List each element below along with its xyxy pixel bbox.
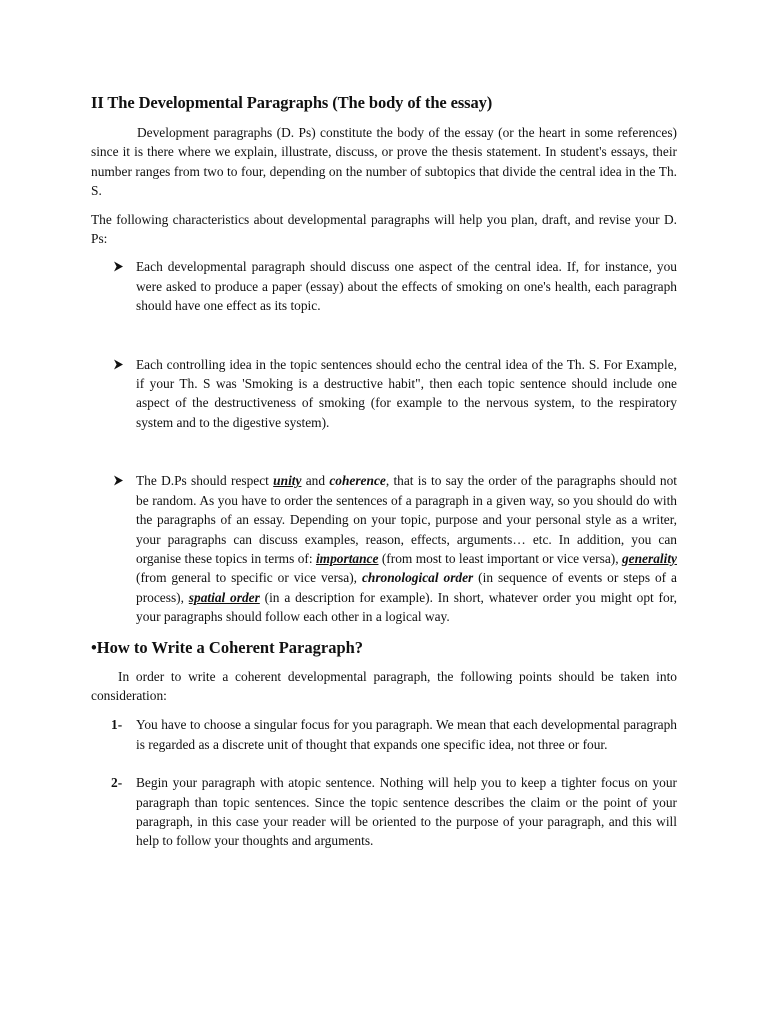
arrowhead-bullet-icon xyxy=(113,355,127,374)
characteristics-list xyxy=(91,257,677,626)
list-number: 2- xyxy=(111,775,123,791)
arrowhead-bullet-icon xyxy=(113,257,127,276)
term-chronological-order: chronological order xyxy=(361,570,474,586)
numbered-text: You have to choose a singular focus for you paragraph. We mean that each developmental paragraph is regarded as a discrete unit of thought that expands one specific idea, not three or four. xyxy=(136,717,677,752)
text-run: (from general to specific or vice versa), xyxy=(136,570,362,586)
section-title: II The Developmental Paragraphs (The body of the essay) xyxy=(91,93,493,112)
list-item xyxy=(91,715,677,754)
text-run: , that is to say the order of the paragraphs should not be random. As you have to order the sentences of a paragraph in a given way, so you should do with the paragraphs of an essay. Depending on your topic, purpose and your personal style as a writer, your paragraphs can discuss examples, reason, effects, arguments… etc. In addition, you can organise these topics in terms of: xyxy=(136,473,678,566)
coherent-paragraph-title: •How to Write a Coherent Paragraph? xyxy=(91,637,364,657)
text-run: The D.Ps should respect xyxy=(136,473,274,489)
coherent-points-list xyxy=(91,715,677,850)
coherent-intro: In order to write a coherent developmental paragraph, the following points should be taken into consideration: xyxy=(91,668,677,703)
document-content xyxy=(91,92,677,851)
intro-paragraph: Development paragraphs (D. Ps) constitute the body of the essay (or the heart in some references) since it is there where we explain, illustrate, discuss, or prove the thesis statement. In student's essays, their number ranges from two to four, depending on the number of subtopics that divide the central idea in the Th. S. xyxy=(91,125,677,199)
list-item xyxy=(91,257,677,315)
list-item xyxy=(91,471,677,626)
term-unity: unity xyxy=(273,473,302,489)
text-run: and xyxy=(301,473,330,489)
bullet-text xyxy=(136,473,677,624)
term-spatial-order: spatial order xyxy=(188,589,260,605)
term-generality: generality xyxy=(621,550,677,566)
list-item xyxy=(91,773,677,851)
numbered-text: Begin your paragraph with atopic sentence. Nothing will help you to keep a tighter focus on your paragraph than topic sentences. Since the topic sentence describes the claim or the point of your paragraph, in this case your reader will be oriented to the purpose of your paragraph, and this will help to follow your thoughts and arguments. xyxy=(136,775,677,849)
term-coherence: coherence xyxy=(329,473,386,489)
list-item xyxy=(91,355,677,433)
bullet-text: Each developmental paragraph should discuss one aspect of the central idea. If, for instance, you were asked to produce a paper (essay) about the effects of smoking on one's health, each paragraph should have one effect as its topic. xyxy=(136,259,677,314)
text-run: (in a description for example). In short, whatever order you might opt for, your paragraphs should follow each other in a logical way. xyxy=(136,589,677,625)
characteristics-intro: The following characteristics about developmental paragraphs will help you plan, draft, and revise your D. Ps: xyxy=(91,211,677,247)
term-importance: importance xyxy=(315,550,379,566)
text-run: (in sequence of events or steps of a process), xyxy=(136,570,677,605)
text-run: (from most to least important or vice versa), xyxy=(378,550,622,566)
bullet-text: Each controlling idea in the topic sentences should echo the central idea of the Th. S. For Example, if your Th. S was 'Smoking is a destructive habit", then each topic sentence should include one aspect of the destructiveness of smoking (for example to the nervous system, to the respiratory system and to the digestive system). xyxy=(136,356,677,430)
arrowhead-bullet-icon xyxy=(113,471,127,490)
list-number: 1- xyxy=(111,717,123,733)
